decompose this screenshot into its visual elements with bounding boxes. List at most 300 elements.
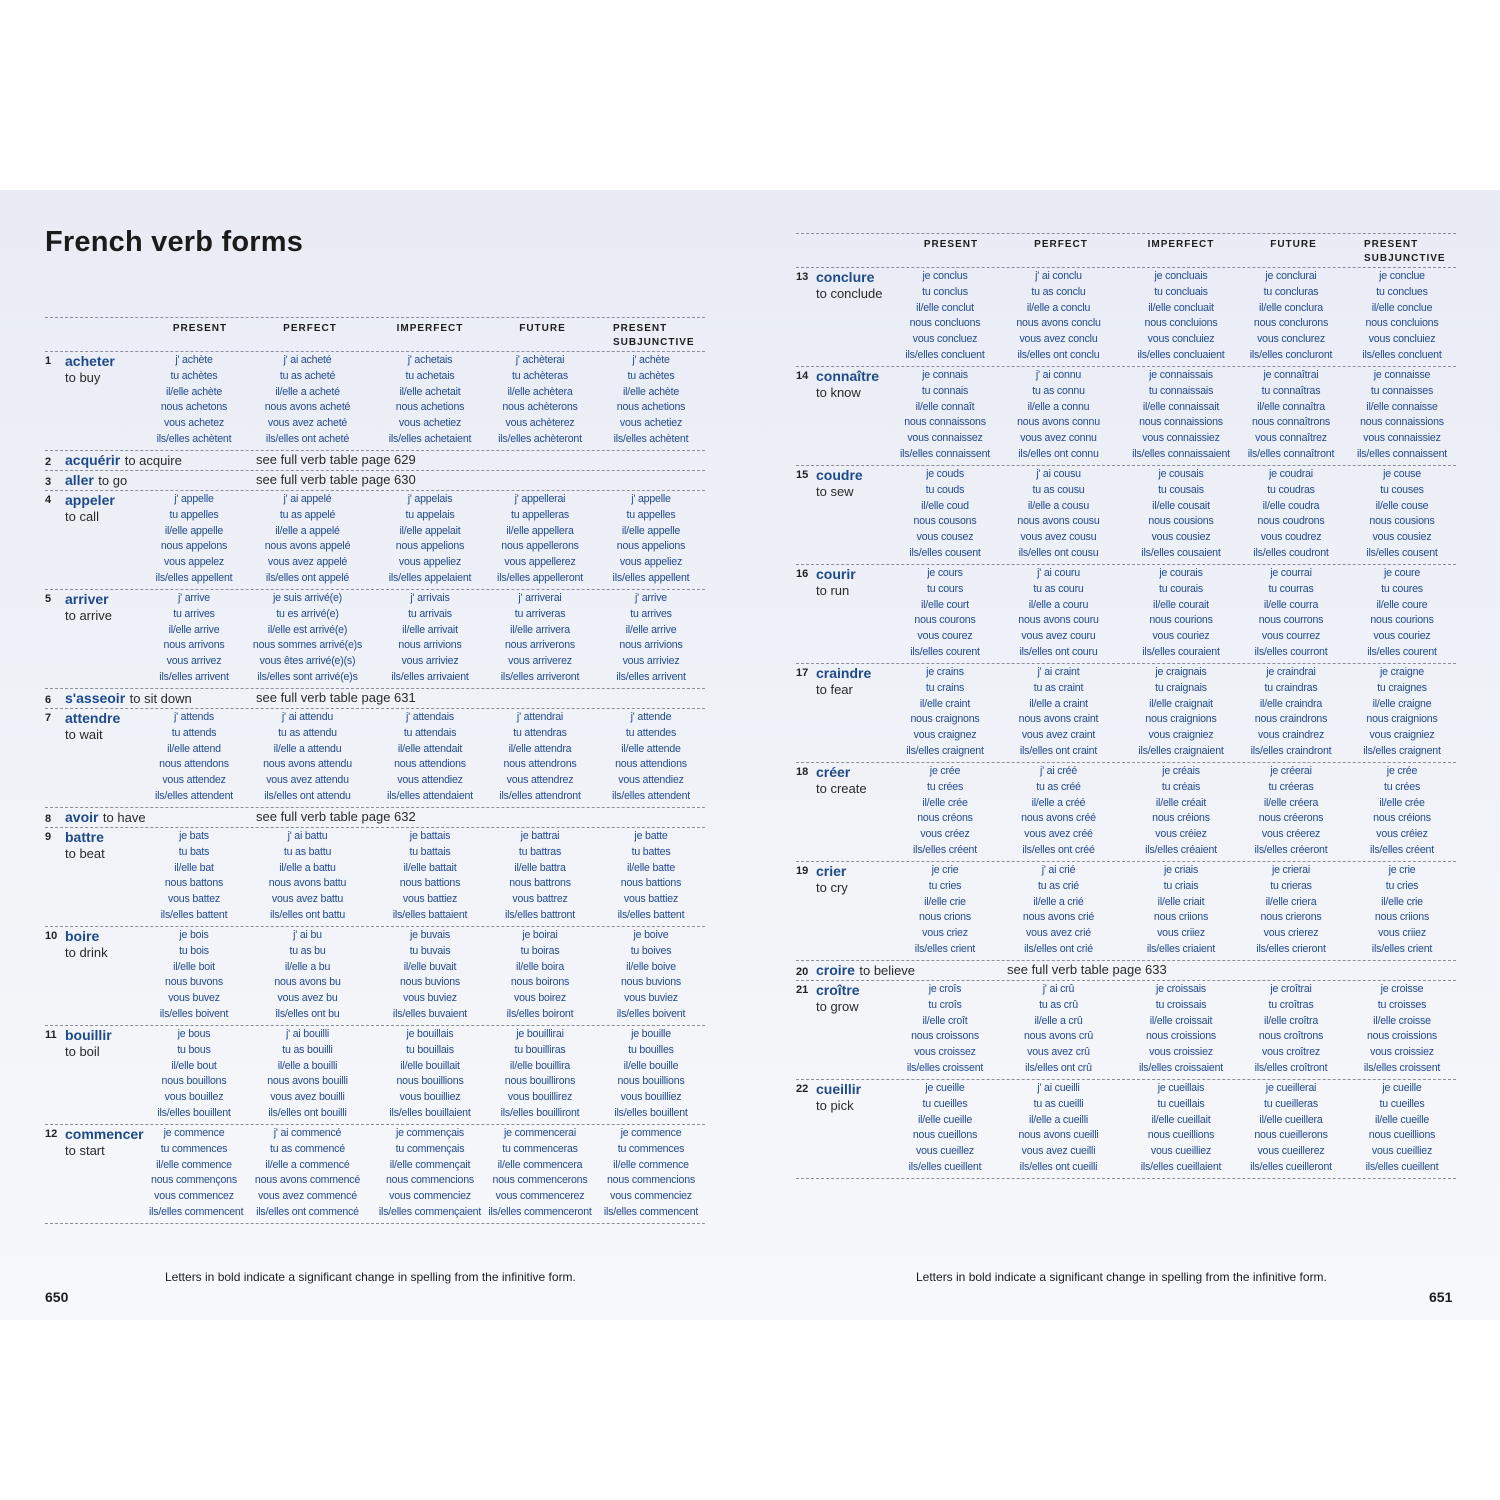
conjugated-form: tu cries (928, 879, 962, 892)
conjugated-form: vous avez créé (1024, 828, 1093, 841)
conjugated-form: nous coudrons (1257, 515, 1325, 528)
conjugated-form: je croîs (928, 983, 962, 995)
page-title: French verb forms (45, 226, 304, 258)
conjugated-form: ils/elles créaient (1145, 843, 1217, 856)
tense-column-imperfect (1126, 982, 1236, 1077)
conjugated-form: j' ai craint (1037, 666, 1080, 678)
conjugated-form: tu criais (1163, 879, 1199, 892)
conjugated-form: tu as bu (289, 944, 326, 957)
conjugated-form: vous avez battu (271, 893, 344, 906)
tense-column-future (1236, 764, 1346, 859)
verb-number: 7 (45, 712, 52, 724)
conjugated-form: nous avons bouilli (267, 1075, 348, 1088)
conjugated-form: nous avons craint (1018, 713, 1099, 726)
conjugated-form: vous bouilliez (399, 1091, 461, 1104)
conjugated-form: ils/elles ont couru (1019, 645, 1098, 658)
conjugated-form: ils/elles ont cousu (1018, 546, 1099, 559)
verb-heading (796, 961, 915, 981)
conjugated-form: j' attends (173, 711, 215, 723)
conjugated-form: il/elle connaissait (1142, 400, 1220, 413)
conjugated-form: nous attendions (394, 758, 466, 771)
conjugated-form: j' attendrai (516, 711, 564, 723)
tense-column-imperfect (375, 591, 485, 686)
conjugated-form: ils/elles bouillent (157, 1106, 231, 1119)
conjugated-form: je commençais (395, 1127, 465, 1139)
verb-row (45, 828, 705, 927)
conjugated-form: vous achetiez (398, 417, 462, 430)
tense-column-perfect (250, 928, 365, 1023)
conjugated-form: j' achète (175, 354, 213, 366)
conjugated-form: vous avez attendu (266, 774, 349, 787)
conjugated-form: ils/elles crieront (1256, 942, 1326, 955)
verb-number: 18 (796, 766, 809, 778)
verb-infinitive: coudre (816, 467, 863, 483)
conjugated-form: vous concluez (912, 333, 978, 346)
conjugated-form: je coure (1383, 567, 1421, 579)
conjugated-form: nous sommes arrivé(e)s (252, 639, 363, 652)
conjugated-form: tu bouillais (406, 1043, 454, 1056)
conjugated-form: vous attendrez (506, 774, 574, 787)
conjugated-form: il/elle a connu (1027, 400, 1090, 413)
footnote: Letters in bold indicate a significant change in spelling from the infinitive form. (916, 1270, 1327, 1284)
conjugated-form: vous croissiez (1149, 1046, 1213, 1059)
conjugated-form: je courais (1159, 567, 1203, 579)
conjugated-form: ils/elles craignent (1363, 744, 1441, 757)
conjugated-form: vous cueilliez (1371, 1145, 1433, 1158)
verb-number: 11 (45, 1029, 57, 1041)
header-imperfect: IMPERFECT (396, 323, 464, 334)
tense-column-future (1236, 665, 1346, 760)
verb-translation: to pick (816, 1098, 854, 1113)
verb-infinitive: s'asseoir (65, 690, 126, 706)
conjugated-form: je concluais (1154, 270, 1208, 282)
conjugated-form: tu appelles (169, 508, 219, 521)
conjugated-form: ils/elles ont battu (269, 908, 346, 921)
conjugated-form: nous concluons (909, 317, 981, 330)
conjugated-form: tu craindras (1264, 681, 1318, 694)
conjugated-form: tu bouilles (628, 1043, 674, 1056)
conjugated-form: ils/elles craindront (1250, 744, 1332, 757)
conjugated-form: vous couriez (1152, 630, 1210, 643)
conjugated-form: tu boives (630, 944, 672, 957)
conjugated-form: il/elle cueillera (1259, 1113, 1323, 1126)
conjugated-form: vous connaissez (907, 432, 983, 445)
conjugated-form: ils/elles ont crû (1025, 1061, 1092, 1074)
conjugated-form: vous appelez (163, 556, 225, 569)
conjugated-form: vous connaîtrez (1255, 432, 1327, 445)
conjugated-form: tu as conclu (1031, 285, 1086, 298)
conjugated-form: vous criez (922, 927, 968, 940)
verb-heading (45, 451, 182, 471)
page-number: 651 (1429, 1289, 1453, 1305)
conjugated-form: il/elle a acheté (275, 385, 340, 398)
tense-column-subjunctive (1347, 269, 1457, 364)
conjugated-form: vous créiez (1155, 828, 1207, 841)
tense-column-present (900, 982, 990, 1077)
conjugated-form: vous avez acheté (267, 417, 348, 430)
verb-infinitive: commencer (65, 1126, 144, 1142)
conjugated-form: ils/elles croîtront (1254, 1061, 1328, 1074)
tense-column-subjunctive (596, 492, 706, 587)
conjugated-form: il/elle bouillira (509, 1059, 571, 1072)
conjugated-form: nous crierons (1260, 911, 1322, 924)
conjugated-form: vous battez (168, 893, 220, 906)
verb-row (796, 763, 1456, 862)
conjugated-form: tu bats (178, 845, 210, 858)
conjugated-form: ils/elles battaient (392, 908, 468, 921)
conjugated-form: nous craignions (1366, 713, 1438, 726)
conjugated-form: vous achetez (163, 417, 225, 430)
tense-column-present (149, 710, 239, 805)
conjugated-form: ils/elles cueilleront (1250, 1160, 1332, 1173)
conjugated-form: ils/elles connaissaient (1132, 447, 1230, 460)
conjugated-form: tu crées (926, 780, 964, 793)
conjugated-form: tu commenceras (502, 1142, 578, 1155)
conjugated-form: ils/elles boivent (159, 1007, 229, 1020)
conjugated-form: il/elle craigne (1372, 697, 1432, 710)
conjugated-form: il/elle est arrivé(e) (267, 623, 348, 636)
conjugated-form: ils/elles ont crié (1024, 942, 1093, 955)
conjugated-form: j' ai commencé (273, 1127, 342, 1139)
conjugated-form: nous avons couru (1018, 614, 1099, 627)
conjugated-form: tu as battu (283, 845, 332, 858)
conjugated-form: nous buvions (399, 976, 461, 989)
conjugated-form: il/elle a crû (1034, 1014, 1083, 1027)
tense-column-subjunctive (1347, 665, 1457, 760)
header-future: FUTURE (519, 323, 566, 334)
conjugated-form: tu connaissais (1148, 384, 1214, 397)
tense-column-present (900, 467, 990, 562)
verb-translation: to run (816, 583, 850, 598)
conjugated-form: tu as cueilli (1033, 1097, 1084, 1110)
conjugated-form: tu croissais (1155, 998, 1207, 1011)
conjugated-form: vous commencez (154, 1190, 234, 1203)
conjugated-form: je crée (929, 765, 961, 777)
conjugated-form: vous créez (920, 828, 970, 841)
tense-column-perfect (1001, 863, 1116, 958)
conjugated-form: vous avez craint (1021, 729, 1096, 742)
conjugated-form: nous cousions (1369, 515, 1435, 528)
conjugated-form: ils/elles connaîtront (1247, 447, 1335, 460)
verb-number: 8 (45, 813, 52, 825)
conjugated-form: tu coudras (1267, 483, 1315, 496)
conjugated-form: nous avons cousu (1017, 515, 1100, 528)
conjugated-form: il/elle buvait (403, 960, 457, 973)
verb-translation: to beat (65, 846, 105, 861)
conjugated-form: il/elle appellera (506, 524, 574, 537)
conjugated-form: tu courras (1268, 582, 1314, 595)
conjugated-form: il/elle boive (626, 960, 676, 973)
conjugated-form: j' appellerai (514, 493, 566, 505)
conjugated-form: il/elle courait (1153, 598, 1209, 611)
conjugated-form: tu attendras (513, 726, 567, 739)
conjugated-form: vous bouilliez (620, 1091, 682, 1104)
conjugated-form: nous attendrons (503, 758, 577, 771)
conjugated-form: tu as attendu (278, 726, 337, 739)
conjugated-form: tu bouilliras (514, 1043, 566, 1056)
conjugated-form: ils/elles courront (1254, 645, 1328, 658)
verb-heading (45, 808, 146, 828)
conjugated-form: nous croissions (1366, 1030, 1437, 1043)
conjugated-form: ils/elles commencent (149, 1205, 244, 1218)
tense-column-perfect (250, 710, 365, 805)
see-verb-table-reference: see full verb table page 633 (1007, 962, 1167, 977)
conjugated-form: il/elle a conclu (1026, 301, 1091, 314)
conjugated-form: ils/elles battent (160, 908, 228, 921)
conjugated-form: ils/elles concluront (1249, 348, 1333, 361)
conjugated-form: il/elle criera (1265, 895, 1317, 908)
verb-number: 5 (45, 593, 52, 605)
tense-column-present (900, 665, 990, 760)
verb-infinitive: arriver (65, 591, 109, 607)
conjugated-form: tu cries (1385, 879, 1419, 892)
verb-row (45, 927, 705, 1026)
conjugated-form: ils/elles cousent (909, 546, 981, 559)
conjugated-form: il/elle croît (922, 1014, 968, 1027)
verb-row (45, 491, 705, 590)
conjugated-form: vous arriviez (401, 655, 459, 668)
tense-column-future (1236, 1081, 1346, 1176)
conjugated-form: tu commences (617, 1142, 685, 1155)
conjugated-form: il/elle a commencé (265, 1158, 350, 1171)
conjugated-form: je criais (1163, 864, 1199, 876)
verb-number: 4 (45, 494, 52, 506)
conjugated-form: il/elle crie (924, 895, 966, 908)
conjugated-form: j' arrivais (410, 592, 450, 604)
conjugated-form: nous avons cueilli (1018, 1129, 1099, 1142)
header-present-subjunctive: PRESENT SUBJUNCTIVE (1364, 239, 1446, 264)
conjugated-form: tu cueilles (1379, 1097, 1425, 1110)
conjugated-form: ils/elles boiront (506, 1007, 574, 1020)
conjugated-form: ils/elles ont acheté (265, 432, 350, 445)
conjugated-form: je courrai (1270, 567, 1312, 579)
conjugated-form: vous battiez (402, 893, 458, 906)
conjugated-form: nous commençons (151, 1174, 237, 1187)
conjugated-form: nous avons créé (1021, 812, 1096, 825)
table-header (45, 317, 705, 352)
conjugated-form: ils/elles ont appelé (265, 571, 350, 584)
conjugated-form: il/elle bouillait (400, 1059, 460, 1072)
conjugated-form: nous craignons (910, 713, 980, 726)
conjugated-form: nous concluions (1365, 317, 1439, 330)
page-650 (0, 190, 700, 1320)
header-perfect: PERFECT (1034, 239, 1088, 250)
tense-column-subjunctive (596, 353, 706, 448)
conjugated-form: vous avez cousu (1020, 531, 1097, 544)
conjugated-form: ils/elles arriveront (500, 670, 580, 683)
conjugated-form: tu crieras (1270, 879, 1312, 892)
conjugated-form: il/elle crie (1381, 895, 1423, 908)
tense-column-subjunctive (596, 591, 706, 686)
conjugated-form: ils/elles achètent (156, 432, 232, 445)
conjugated-form: tu appelais (405, 508, 455, 521)
verb-infinitive: crier (816, 863, 847, 879)
conjugated-form: ils/elles concluaient (1137, 348, 1225, 361)
verb-row (45, 590, 705, 689)
conjugated-form: il/elle arrive (625, 623, 677, 636)
conjugated-form: j' attende (630, 711, 672, 723)
verb-infinitive: connaître (816, 368, 880, 384)
conjugated-form: nous attendons (159, 758, 229, 771)
conjugated-form: vous cousiez (1151, 531, 1211, 544)
conjugated-form: ils/elles ont connu (1018, 447, 1099, 460)
conjugated-form: tu croîs (928, 998, 962, 1011)
conjugated-form: il/elle commence (156, 1158, 232, 1171)
verb-row (796, 664, 1456, 763)
conjugated-form: ils/elles commenceront (488, 1205, 592, 1218)
conjugated-form: je connaisse (1373, 369, 1431, 381)
conjugated-form: j' achetais (407, 354, 453, 366)
verb-infinitive: croire (816, 962, 855, 978)
conjugated-form: tu crées (1383, 780, 1421, 793)
conjugated-form: nous avons attendu (263, 758, 352, 771)
conjugated-form: ils/elles battront (504, 908, 575, 921)
conjugated-form: vous êtes arrivé(e)(s) (259, 655, 356, 668)
conjugated-form: ils/elles concluent (1362, 348, 1442, 361)
conjugated-form: ils/elles ont bouilli (268, 1106, 347, 1119)
tense-column-subjunctive (1347, 764, 1457, 859)
conjugated-form: vous bouillirez (507, 1091, 573, 1104)
conjugated-form: je bouillirai (516, 1028, 564, 1040)
conjugated-form: nous avons bu (274, 976, 341, 989)
verb-infinitive: conclure (816, 269, 875, 285)
conjugated-form: ils/elles créeront (1254, 843, 1328, 856)
conjugated-form: j' ai acheté (283, 354, 332, 366)
conjugated-form: ils/elles ont conclu (1017, 348, 1100, 361)
conjugated-form: tu crains (925, 681, 965, 694)
conjugated-form: vous appeliez (398, 556, 462, 569)
conjugated-form: vous cueilliez (1150, 1145, 1212, 1158)
tense-column-perfect (250, 1126, 365, 1221)
conjugated-form: il/elle achète (622, 385, 680, 398)
conjugated-form: il/elle batte (626, 861, 676, 874)
conjugated-form: vous arriverez (508, 655, 572, 668)
conjugated-form: il/elle conclue (1371, 301, 1433, 314)
tense-column-future (485, 710, 595, 805)
conjugated-form: ils/elles courent (1367, 645, 1437, 658)
tense-column-subjunctive (1347, 982, 1457, 1077)
conjugated-form: tu battras (518, 845, 562, 858)
conjugated-form: tu commençais (395, 1142, 465, 1155)
conjugated-form: j' ai créé (1039, 765, 1078, 777)
conjugated-form: nous battons (164, 877, 224, 890)
conjugated-form: vous arriviez (622, 655, 680, 668)
conjugated-form: ils/elles attendent (154, 789, 234, 802)
conjugated-form: vous croissez (914, 1046, 976, 1059)
tense-column-future (485, 1027, 595, 1122)
conjugated-form: ils/elles ont craint (1019, 744, 1098, 757)
conjugated-form: nous avons battu (268, 877, 347, 890)
conjugated-form: ils/elles craignaient (1138, 744, 1224, 757)
verb-translation: to acquire (124, 453, 182, 468)
conjugated-form: nous courions (1370, 614, 1434, 627)
see-verb-table-reference: see full verb table page 629 (256, 452, 416, 467)
verb-row-reference (45, 689, 705, 709)
verb-number: 3 (45, 476, 52, 488)
conjugated-form: je craignais (1155, 666, 1207, 678)
conjugated-form: nous boirons (510, 976, 570, 989)
verb-translation: to have (102, 810, 146, 825)
conjugated-form: j' arrive (177, 592, 210, 604)
conjugated-form: ils/elles cueillent (1365, 1160, 1439, 1173)
conjugated-form: j' ai attendu (281, 711, 334, 723)
conjugated-form: il/elle boit (173, 960, 215, 973)
conjugated-form: tu croisses (1377, 998, 1427, 1011)
conjugated-form: tu connais (921, 384, 969, 397)
conjugated-form: tu achèteras (512, 369, 568, 382)
conjugated-form: vous cueillerez (1257, 1145, 1325, 1158)
conjugated-form: il/elle conclut (916, 301, 974, 314)
tense-column-future (485, 829, 595, 924)
tense-column-future (1236, 863, 1346, 958)
header-perfect: PERFECT (283, 323, 337, 334)
verb-rows-right (796, 268, 1456, 1179)
conjugated-form: tu as bouilli (282, 1043, 333, 1056)
conjugated-form: il/elle court (920, 598, 970, 611)
conjugated-form: tu créais (1161, 780, 1201, 793)
conjugated-form: ils/elles courent (910, 645, 980, 658)
tense-column-future (1236, 368, 1346, 463)
tense-column-perfect (1001, 764, 1116, 859)
verb-translation: to cry (816, 880, 848, 895)
conjugated-form: ils/elles couraient (1142, 645, 1220, 658)
conjugated-form: vous connaissiez (1142, 432, 1220, 445)
conjugated-form: ils/elles coudront (1253, 546, 1329, 559)
conjugated-form: je cueille (1382, 1082, 1422, 1094)
conjugated-form: tu as cousu (1032, 483, 1085, 496)
conjugated-form: vous concluiez (1147, 333, 1215, 346)
conjugated-form: je bouille (631, 1028, 671, 1040)
tense-column-present (900, 764, 990, 859)
conjugated-form: je batte (634, 830, 668, 842)
tense-column-imperfect (375, 492, 485, 587)
tense-column-subjunctive (1347, 863, 1457, 958)
conjugated-form: nous cousons (913, 515, 977, 528)
conjugated-form: ils/elles arrivaient (391, 670, 469, 683)
conjugated-form: il/elle criait (1157, 895, 1205, 908)
tense-column-imperfect (1126, 863, 1236, 958)
verb-number: 2 (45, 456, 52, 468)
verb-number: 16 (796, 568, 809, 580)
table-header (796, 233, 1456, 268)
conjugated-form: nous courons (914, 614, 976, 627)
conjugated-form: je conclurai (1265, 270, 1317, 282)
verb-translation: to sew (816, 484, 854, 499)
conjugated-form: tu commences (160, 1142, 228, 1155)
conjugated-form: nous battions (399, 877, 461, 890)
conjugated-form: vous avez couru (1021, 630, 1096, 643)
conjugated-form: je boirai (522, 929, 558, 941)
verb-row (45, 1125, 705, 1224)
conjugated-form: vous appellerez (504, 556, 576, 569)
conjugated-form: il/elle conclura (1259, 301, 1323, 314)
verb-infinitive: boire (65, 928, 100, 944)
conjugated-form: je connaissais (1149, 369, 1213, 381)
conjugated-form: nous connaîtrons (1251, 416, 1331, 429)
verb-row (45, 1026, 705, 1125)
conjugated-form: il/elle attende (621, 742, 681, 755)
verb-translation: to call (65, 509, 99, 524)
conjugated-form: je coudrai (1269, 468, 1313, 480)
conjugated-form: il/elle appelle (621, 524, 681, 537)
conjugated-form: nous avons conclu (1016, 317, 1101, 330)
conjugated-form: vous avez appelé (267, 556, 348, 569)
conjugated-form: il/elle arrive (168, 623, 220, 636)
verb-row-reference (45, 808, 705, 828)
conjugated-form: ils/elles achètent (613, 432, 689, 445)
conjugated-form: nous avons crié (1022, 911, 1095, 924)
conjugated-form: il/elle commencera (497, 1158, 583, 1171)
